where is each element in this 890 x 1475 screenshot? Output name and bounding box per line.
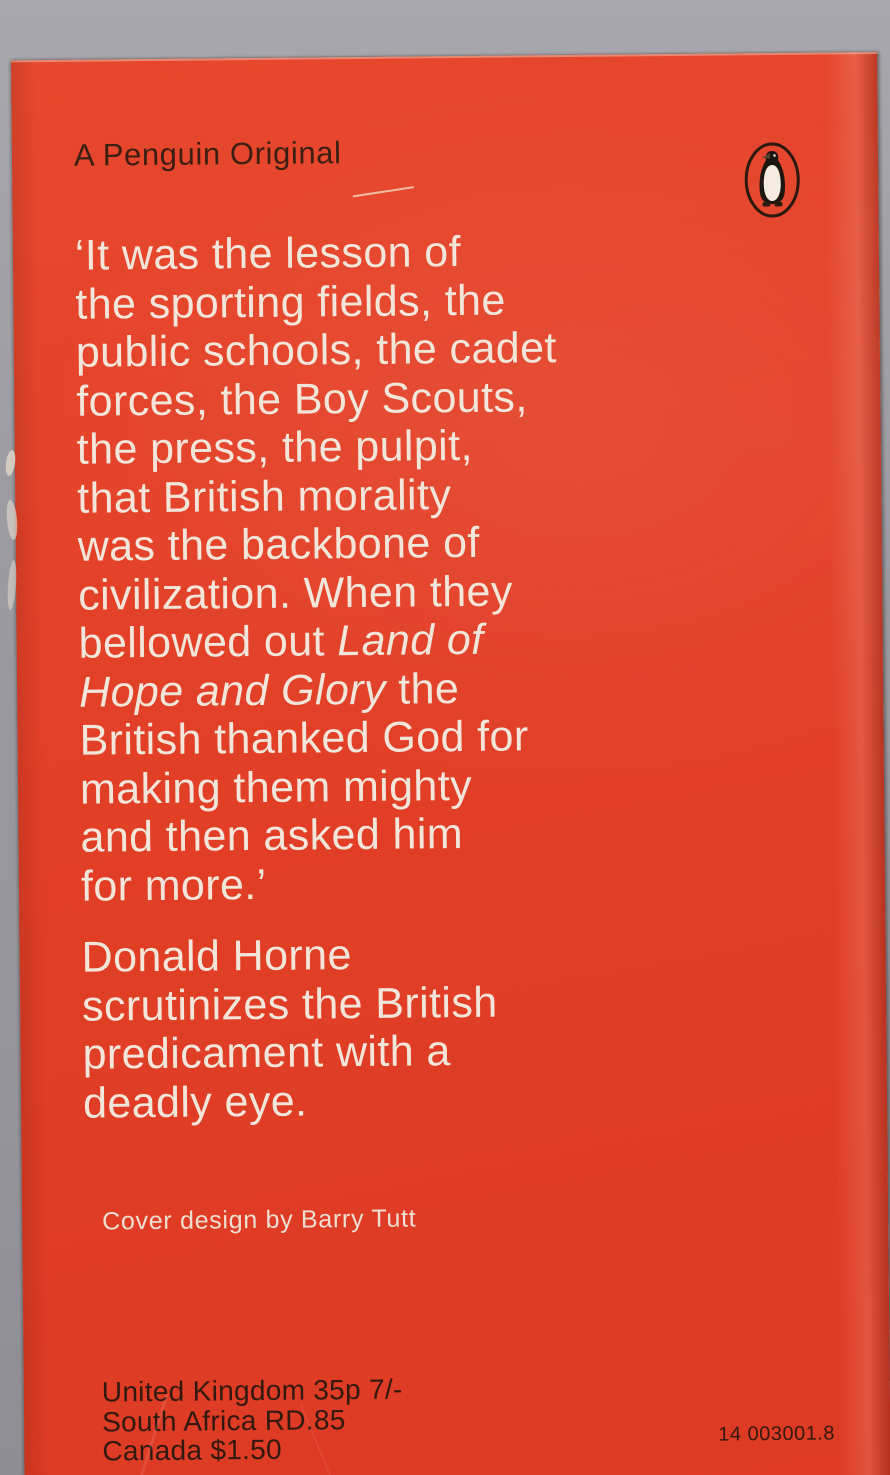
quote-line: ‘It was the lesson of: [74, 228, 462, 280]
price-line: South Africa RD.85: [101, 1403, 346, 1438]
quote-line: was the backbone of: [77, 518, 480, 571]
quote-line: civilization. When they: [77, 567, 513, 620]
imprint-line: A Penguin Original: [73, 135, 342, 173]
quote-line: the sporting fields, the: [75, 276, 506, 329]
blurb-line: predicament with a: [82, 1027, 451, 1079]
quote-line: bellowed out Land of: [78, 615, 484, 668]
quote-text: [75, 227, 562, 911]
quote-line: that British morality: [77, 470, 452, 523]
quote-line: and then asked him: [80, 810, 464, 862]
penguin-figure: [759, 151, 785, 207]
catalogue-number: 14 003001.8: [718, 1422, 836, 1446]
quote-line: British thanked God for: [79, 712, 529, 765]
quote-line: the press, the pulpit,: [76, 421, 474, 474]
quote-line: forces, the Boy Scouts,: [76, 372, 528, 426]
penguin-logo-icon: [743, 141, 802, 220]
quote-line: public schools, the cadet: [75, 324, 557, 377]
price-line: United Kingdom 35p 7/-: [101, 1373, 403, 1408]
quote-line: making them mighty: [79, 761, 473, 814]
quote-line: Hope and Glory the: [78, 664, 460, 717]
blurb-text: [81, 930, 498, 1128]
quote-line: for more.’: [80, 860, 267, 911]
blurb-line: deadly eye.: [82, 1077, 308, 1128]
blurb-line: Donald Horne: [81, 931, 353, 982]
cover-design-credit: Cover design by Barry Tutt: [102, 1204, 417, 1236]
book-back-cover: [11, 52, 890, 1475]
blurb-line: scrutinizes the British: [81, 978, 498, 1031]
price-line: Canada $1.50: [102, 1433, 283, 1467]
scratch-mark: [353, 186, 415, 197]
